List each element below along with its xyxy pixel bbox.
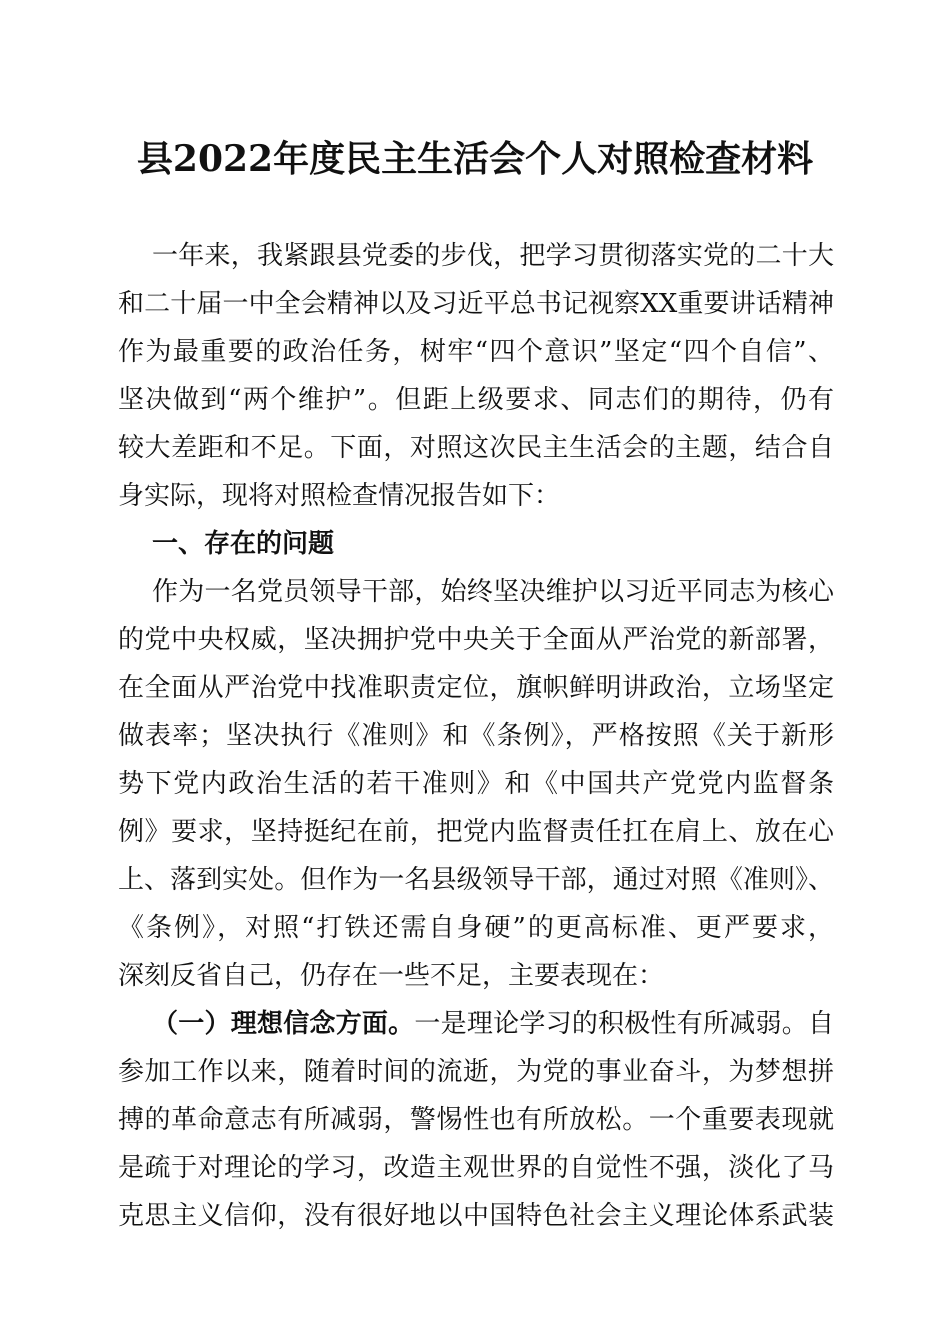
paragraph-line: 《条例》，对照“打铁还需自身硬”的更高标准、更严要求， [118, 913, 834, 943]
paragraph-line: 是疏于对理论的学习，改造主观世界的自觉性不强，淡化了马 [118, 1153, 834, 1183]
paragraph-line: 坚决做到“两个维护”。但距上级要求、同志们的期待，仍有 [118, 385, 834, 415]
paragraph-line: 参加工作以来，随着时间的流逝，为党的事业奋斗，为梦想拼 [118, 1057, 834, 1087]
paragraph-line: 和二十届一中全会精神以及习近平总书记视察XX重要讲话精神 [118, 289, 834, 319]
subsection-lead: （一）理想信念方面。 [152, 1009, 415, 1039]
paragraph-line: 一年来，我紧跟县党委的步伐，把学习贯彻落实党的二十大 [152, 241, 834, 271]
paragraph-line: 例》要求，坚持挺纪在前，把党内监督责任扛在肩上、放在心 [118, 817, 834, 847]
document-title: 县2022年度民主生活会个人对照检查材料 [136, 138, 814, 180]
paragraph-line: 上、落到实处。但作为一名县级领导干部，通过对照《准则》、 [118, 865, 834, 895]
document-body [118, 232, 834, 1240]
paragraph-line: 较大差距和不足。下面，对照这次民主生活会的主题，结合自 [118, 433, 834, 463]
paragraph-line: 作为最重要的政治任务，树牢“四个意识”坚定“四个自信”、 [118, 337, 834, 367]
paragraph-line: 深刻反省自己，仍存在一些不足，主要表现在： [118, 961, 665, 991]
paragraph-line: 做表率；坚决执行《准则》和《条例》，严格按照《关于新形 [118, 721, 834, 751]
paragraph-line: 作为一名党员领导干部，始终坚决维护以习近平同志为核心 [152, 577, 834, 607]
section-heading: 一、存在的问题 [152, 529, 335, 559]
paragraph-line: 的党中央权威，坚决拥护党中央关于全面从严治党的新部署， [118, 625, 834, 655]
paragraph-line: 在全面从严治党中找准职责定位，旗帜鲜明讲政治，立场坚定 [118, 673, 834, 703]
paragraph-line: 身实际，现将对照检查情况报告如下： [118, 481, 561, 511]
paragraph-line [118, 1000, 834, 1048]
paragraph-text: 一是理论学习的积极性有所减弱。自 [414, 1009, 834, 1039]
paragraph-line: 克思主义信仰，没有很好地以中国特色社会主义理论体系武装 [118, 1201, 834, 1231]
paragraph-line: 搏的革命意志有所减弱，警惕性也有所放松。一个重要表现就 [118, 1105, 834, 1135]
paragraph-line: 势下党内政治生活的若干准则》和《中国共产党党内监督条 [118, 769, 834, 799]
